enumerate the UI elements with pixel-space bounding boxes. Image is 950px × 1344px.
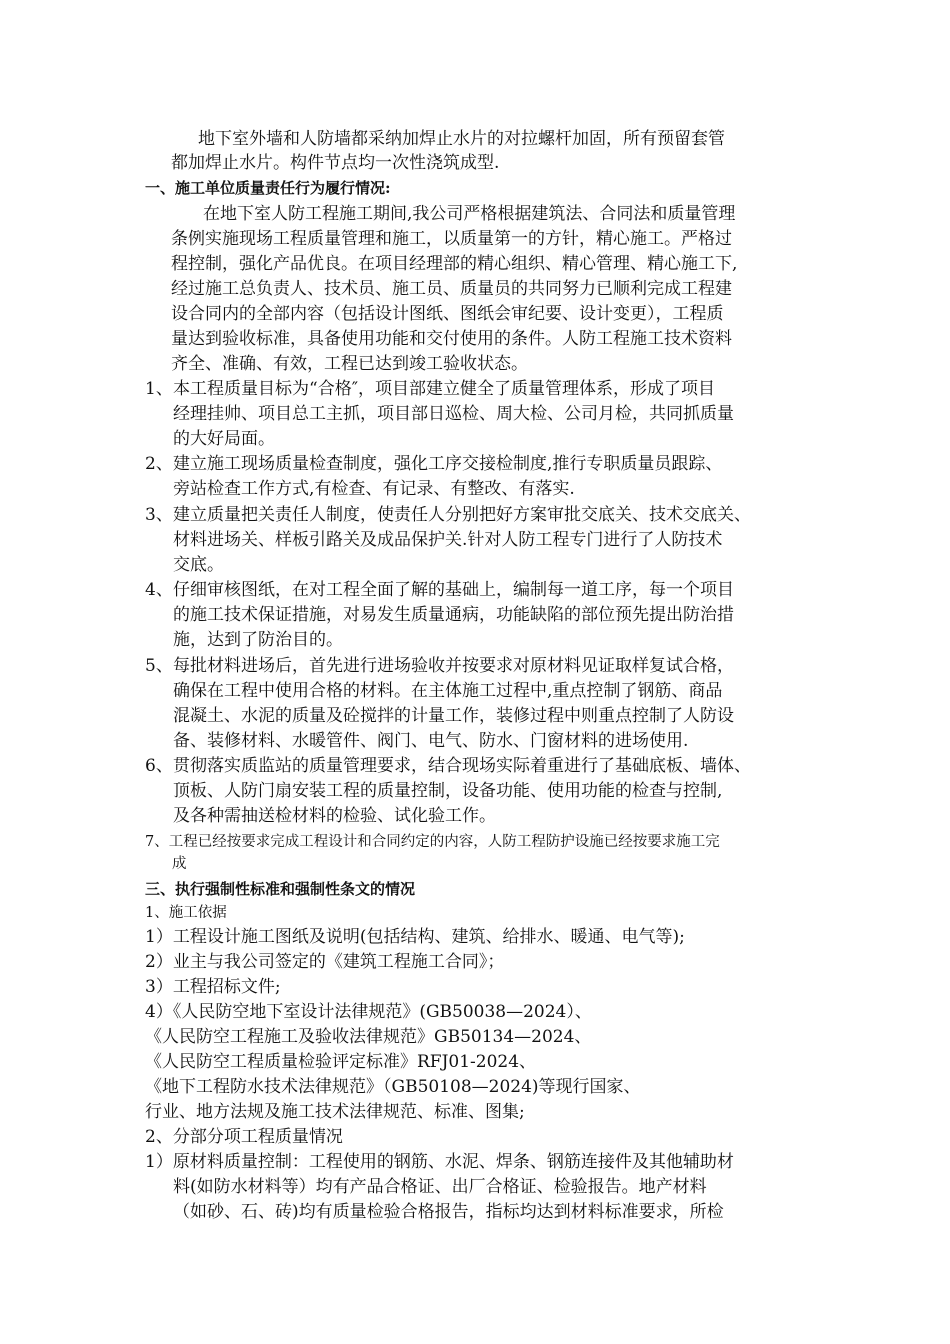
subsection-heading: 2、分部分项工程质量情况 [145, 1127, 343, 1147]
section-heading: 一、施工单位质量责任行为履行情况: [145, 179, 391, 197]
list-item-line: 备、装修材料、水暖管件、阀门、电气、防水、门窗材料的进场使用. [173, 731, 689, 751]
basis-line: 行业、地方法规及施工技术法律规范、标准、图集; [145, 1102, 525, 1122]
list-item-number: 4、 [145, 580, 173, 600]
paragraph-line: 在地下室人防工程施工期间,我公司严格根据建筑法、合同法和质量管理 [203, 204, 736, 224]
list-item-line: 成 [172, 856, 187, 872]
list-item-line: 旁站检查工作方式,有检查、有记录、有整改、有落实. [173, 479, 575, 499]
list-item-line: 仔细审核图纸，在对工程全面了解的基础上，编制每一道工序，每一个项目 [173, 580, 734, 600]
basis-line: 3）工程招标文件; [145, 977, 281, 997]
basis-line: 1）工程设计施工图纸及说明(包括结构、建筑、给排水、暖通、电气等); [145, 927, 685, 947]
list-item-number: 5、 [145, 656, 173, 676]
paragraph-line: 条例实施现场工程质量管理和施工，以质量第一的方针，精心施工。严格过 [171, 229, 732, 249]
basis-line: 《地下工程防水技术法律规范》（GB50108—2024)等现行国家、 [145, 1077, 641, 1097]
basis-line: 《人民防空工程质量检验评定标准》RFJ01-2024、 [145, 1052, 537, 1072]
list-item-line: 本工程质量目标为“合格″，项目部建立健全了质量管理体系，形成了项目 [173, 379, 716, 399]
paragraph-line: 设合同内的全部内容（包括设计图纸、图纸会审纪要、设计变更），工程质 [171, 304, 724, 324]
list-item-number: 3、 [145, 505, 173, 525]
intro-line: 都加焊止水片。构件节点均一次性浇筑成型. [171, 153, 500, 173]
list-item-line: 贯彻落实质监站的质量管理要求，结合现场实际着重进行了基础底板、墙体、 [173, 756, 751, 776]
intro-line: 地下室外墙和人防墙都采纳加焊止水片的对拉螺杆加固，所有预留套管 [198, 129, 725, 149]
quality-line: 料(如防水材料等）均有产品合格证、出厂合格证、检验报告。地产材料 [173, 1177, 707, 1197]
quality-line: （如砂、石、砖)均有质量检验合格报告，指标均达到材料标准要求，所检 [173, 1202, 724, 1222]
list-item-line: 经理挂帅、项目总工主抓，项目部日巡检、周大检、公司月检，共同抓质量 [173, 404, 734, 424]
list-item-number: 1、 [145, 379, 173, 399]
basis-line: 《人民防空工程施工及验收法律规范》GB50134—2024、 [145, 1027, 592, 1047]
basis-line: 4）《人民防空地下室设计法律规范》(GB50038—2024）、 [145, 1002, 592, 1022]
list-item-line: 建立施工现场质量检查制度，强化工序交接检制度,推行专职质量员跟踪、 [173, 454, 723, 474]
list-item-line: 的大好局面。 [173, 429, 275, 449]
paragraph-line: 齐全、准确、有效，工程已达到竣工验收状态。 [171, 354, 528, 374]
list-item-line: 7、工程已经按要求完成工程设计和合同约定的内容，人防工程防护设施已经按要求施工完 [145, 834, 720, 850]
paragraph-line: 程控制，强化产品优良。在项目经理部的精心组织、精心管理、精心施工下, [171, 254, 738, 274]
paragraph-line: 经过施工总负责人、技术员、施工员、质量员的共同努力已顺利完成工程建 [171, 279, 732, 299]
list-item-line: 及各种需抽送检材料的检验、试化验工作。 [173, 806, 496, 826]
list-item-line: 的施工技术保证措施，对易发生质量通病，功能缺陷的部位预先提出防治措 [173, 605, 734, 625]
list-item-line: 混凝土、水泥的质量及砼搅拌的计量工作，装修过程中则重点控制了人防设 [173, 706, 734, 726]
list-item-number: 6、 [145, 756, 173, 776]
list-item-line: 每批材料进场后，首先进行进场验收并按要求对原材料见证取样复试合格， [173, 656, 734, 676]
paragraph-line: 量达到验收标准，具备使用功能和交付使用的条件。人防工程施工技术资料 [171, 329, 732, 349]
section-heading: 三、执行强制性标准和强制性条文的情况 [145, 880, 416, 898]
subsection-heading: 1、施工依据 [145, 905, 227, 921]
basis-line: 2）业主与我公司签定的《建筑工程施工合同》； [145, 952, 505, 972]
list-item-line: 交底。 [173, 555, 224, 575]
list-item-line: 顶板、人防门扇安装工程的质量控制，设备功能、使用功能的检查与控制, [173, 781, 723, 801]
quality-line: 1）原材料质量控制：工程使用的钢筋、水泥、焊条、钢筋连接件及其他辅助材 [145, 1152, 734, 1172]
list-item-line: 确保在工程中使用合格的材料。在主体施工过程中,重点控制了钢筋、商品 [173, 681, 723, 701]
list-item-line: 材料进场关、样板引路关及成品保护关.针对人防工程专门进行了人防技术 [173, 530, 723, 550]
list-item-line: 建立质量把关责任人制度，使责任人分别把好方案审批交底关、技术交底关、 [173, 505, 751, 525]
list-item-number: 2、 [145, 454, 173, 474]
list-item-line: 施，达到了防治目的。 [173, 630, 343, 650]
